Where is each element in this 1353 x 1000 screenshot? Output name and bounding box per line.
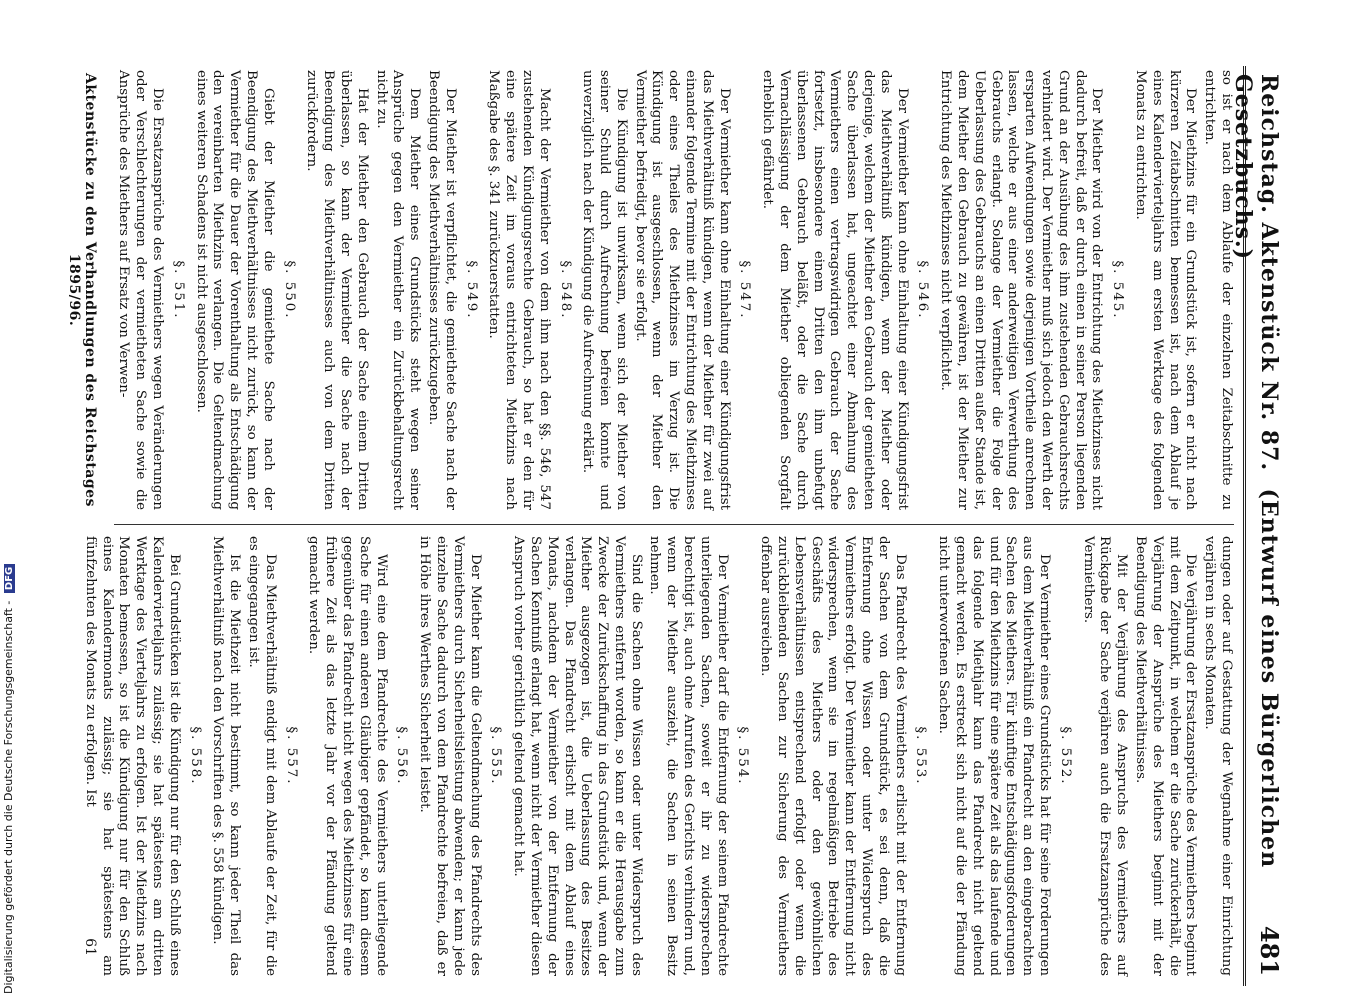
section-heading: §. 554. — [735, 726, 751, 786]
paragraph: Dem Miether eines Grundstücks steht wegen seiner Ansprüche gegen den Vermiether ein Zurückbehaltungsrecht nicht zu. — [373, 70, 423, 510]
section-heading: §. 547. — [737, 260, 753, 320]
credit-text: Digitalisierung gefördert durch die Deutsche Forschungsgemeinschaft - — [2, 600, 15, 994]
section-heading: §. 553. — [913, 726, 929, 786]
paragraph: Die Ersatzansprüche des Vermiethers wegen Veränderungen oder Verschlechterungen der vermietheten Sache sowie die Ansprüche des Miethers auf Ersatz von Verwen- — [116, 70, 165, 510]
header-reichstag: Reichstag. Aktenstück Nr. 87. — [1256, 74, 1282, 472]
section-heading: §. 558. — [187, 726, 203, 786]
page-header — [1230, 66, 1288, 986]
section-heading: §. 552. — [1057, 726, 1073, 786]
rotated-document-page — [66, 66, 1288, 986]
section-heading: §. 555. — [488, 726, 504, 786]
dfg-logo[interactable]: DFG — [4, 564, 15, 593]
section-heading: §. 548. — [557, 260, 573, 320]
left-column — [104, 70, 1234, 510]
paragraph: Der Miether kann die Geltendmachung des Pfandrechts des Vermiethers durch Sicherheitsleistung abwenden; er kann jede einzelne Sache dadurch von dem Pfandrechte befreien, daß er in Höhe ihres Werthes Sicherheit leistet. — [417, 536, 483, 976]
section-heading: §. 550. — [281, 260, 297, 320]
paragraph: Das Pfandrecht des Vermiethers erlischt mit der Entfernung der Sachen von dem Grundstück, es sei denn, daß die Entfernung ohne Wissen oder unter Widerspruch des Vermiethers erfolgt. Der Vermiether kann der Entfernung nicht widersprechen, wenn sie im regelmäßigen Betriebe des Geschäfts des Miethers oder den gewöhnlichen Lebensverhältnissen entsprechend erfolgt oder wenn die zurückbleibenden Sachen zur Sicherung des Vermiethers offenbar ausreichen. — [758, 536, 908, 976]
paragraph: Bei Grundstücken ist die Kündigung nur für den Schluß eines Kalendervierteljahrs zulässig; sie hat spätestens am dritten Werktage des Vierteljahrs zu erfolgen. Ist der Miethzins nach Monaten bemessen, so ist die Kündigung nur für den Schluß eines Kalendermonats zulässig; sie hat spätestens am fünfzehnten des Monats zu erfolgen. Ist — [82, 536, 182, 976]
paragraph: Der Miether ist verpflichtet, die gemiethete Sache nach der Beendigung des Miethverhältnisses zurückzugeben. — [425, 70, 458, 510]
paragraph: Der Vermiether kann ohne Einhaltung einer Kündigungsfrist das Miethverhältniß kündigen, wenn der Miether oder derjenige, welchem der Miether den Gebrauch der gemietheten Sache überlassen hat, ungeachtet einer Abmahnung des Vermiethers einen vertragswidrigen Gebrauch der Sache fortsetzt, insbesondere einem Dritten den ihm unbefugt überlassenen Gebrauch beläßt, oder die Sache durch Vernachlässigung der dem Miether obliegenden Sorgfalt erheblich gefährdet. — [760, 70, 910, 510]
column-divider — [114, 524, 1234, 525]
paragraph: dungen oder auf Gestattung der Wegnahme einer Einrichtung verjähren in sechs Monaten. — [1202, 536, 1234, 976]
paragraph: so ist er nach dem Ablaufe der einzelnen Zeitabschnitte zu entrichten. — [1202, 70, 1234, 510]
header-title: (Entwurf eines Bürgerlichen Gesetzbuchs.) — [1230, 74, 1282, 869]
header-left — [1230, 74, 1282, 986]
section-heading: §. 557. — [283, 726, 299, 786]
section-heading: §. 545. — [1110, 260, 1126, 320]
paragraph: Giebt der Miether die gemiethete Sache nach der Beendigung des Miethverhältnisses nicht zurück, so kann der Vermiether für die Dauer der Vorenthaltung als Entschädigung den vereinbarten Miethzins verlangen. Die Geltendmachung eines weiteren Schadens ist nicht ausgeschlossen. — [193, 70, 276, 510]
paragraph: Mit der Verjährung des Anspruchs des Vermiethers auf Rückgabe der Sache verjähren auch die Ersatzansprüche des Vermiethers. — [1080, 536, 1130, 976]
paragraph: Die Kündigung ist unwirksam, wenn sich der Miether von seiner Schuld durch Aufrechnung befreien konnte und unverzüglich nach der Kündigung die Aufrechnung erklärt. — [580, 70, 629, 510]
footer-folio: 61 — [82, 938, 98, 956]
paragraph: Wird eine dem Pfandrechte des Vermiethers unterliegende Sache für einen anderen Gläubiger gepfändet, so kann diesem gegenüber das Pfandrecht nicht wegen des Miethzinses für eine frühere Zeit als das letzte Jahr vor der Pfändung geltend gemacht werden. — [306, 536, 389, 976]
paragraph: Die Verjährung der Ersatzansprüche des Vermiethers beginnt mit dem Zeitpunkt, in welchem er die Sache zurückerhält, die Verjährung der Ansprüche des Miethers beginnt mit der Beendigung des Miethverhältnisses. — [1133, 536, 1199, 976]
footer-citation: Aktenstücke zu den Verhandlungen des Reichstages 1895/96. — [66, 73, 98, 507]
section-heading: §. 549. — [463, 260, 479, 320]
paragraph: Hat der Miether den Gebrauch der Sache einem Dritten überlassen, so kann der Vermiether die Sache nach der Beendigung des Miethverhältnisses auch von dem Dritten zurückfordern. — [304, 70, 370, 510]
digitization-credit — [2, 564, 15, 994]
page-number: 481 — [1255, 925, 1284, 976]
section-heading: §. 546. — [915, 260, 931, 320]
paragraph: Der Vermiether eines Grundstücks hat für seine Forderungen aus dem Miethverhältniß ein Pfandrecht an den eingebrachten Sachen des Miethers. Für künftige Entschädigungsforderungen und für den Miethzins für eine spätere Zeit als das laufende und das folgende Miethjahr kann das Pfandrecht nicht geltend gemacht werden. Es erstreckt sich nicht auf die der Pfändung nicht unterworfenen Sachen. — [936, 536, 1053, 976]
paragraph: Der Miethzins für ein Grundstück ist, sofern er nicht nach kürzeren Zeitabschnitten bemessen ist, nach dem Ablauf je eines Kalendervierteljahrs am ersten Werktage des folgenden Monats zu entrichten. — [1133, 70, 1199, 510]
section-heading: §. 556. — [394, 726, 410, 786]
paragraph: Der Vermiether kann ohne Einhaltung einer Kündigungsfrist das Miethverhältniß kündigen, wenn der Miether für zwei auf einander folgende Termine mit der Entrichtung des Miethzinses oder eines Theiles des Miethzinses im Verzug ist. Die Kündigung ist ausgeschlossen, wenn der Miether den Vermiether befriedigt, bevor sie erfolgt. — [632, 70, 732, 510]
paragraph: Sind die Sachen ohne Wissen oder unter Widerspruch des Vermiethers entfernt worden, so kann er die Herausgabe zum Zwecke der Zurückschaffung in das Grundstück und, wenn der Miether ausgezogen ist, die Ueberlassung des Besitzes verlangen. Das Pfandrecht erlischt mit dem Ablauf eines Monats, nachdem der Vermiether von der Entfernung der Sachen Kenntniß erlangt hat, wenn nicht der Vermiether diesen Anspruch vorher gerichtlich geltend gemacht hat. — [511, 536, 644, 976]
paragraph: Der Vermiether darf die Entfernung der seinem Pfandrechte unterliegenden Sachen, soweit er ihr zu widersprechen berechtigt ist, auch ohne Anrufen des Gerichts verhindern und, wenn der Miether auszieht, die Sachen in seinen Besitz nehmen. — [647, 536, 730, 976]
paragraph: Das Miethverhältniß endigt mit dem Ablaufe der Zeit, für die es eingegangen ist. — [245, 536, 278, 976]
paragraph: Der Miether wird von der Entrichtung des Miethzinses nicht dadurch befreit, daß er durch einen in seiner Person liegenden Grund an der Ausübung des ihm zustehenden Gebrauchsrechts verhindert wird. Der Vermiether muß sich jedoch den Werth der ersparten Aufwendungen sowie derjenigen Vortheile anrechnen lassen, welche er aus einer anderweitigen Verwerthung des Gebrauchs erlangt. Solange der Vermiether die Folge der Ueberlassung des Gebrauchs an einen Dritten außer Stande ist, dem Miether den Gebrauch zu gewähren, ist der Miether zur Entrichtung des Miethzinses nicht verpflichtet. — [938, 70, 1105, 510]
section-heading: §. 551. — [170, 260, 186, 320]
paragraph: Macht der Vermiether von dem ihm nach den §§. 546, 547 zustehenden Kündigungsrechte Gebrauch, so hat er den für eine spätere Zeit im voraus entrichteten Miethzins nach Maßgabe des §. 341 zurückzuerstatten. — [486, 70, 552, 510]
paragraph: Ist die Miethzeit nicht bestimmt, so kann jeder Theil das Miethverhältniß nach den Vorschriften des §. 558 kündigen. — [210, 536, 243, 976]
